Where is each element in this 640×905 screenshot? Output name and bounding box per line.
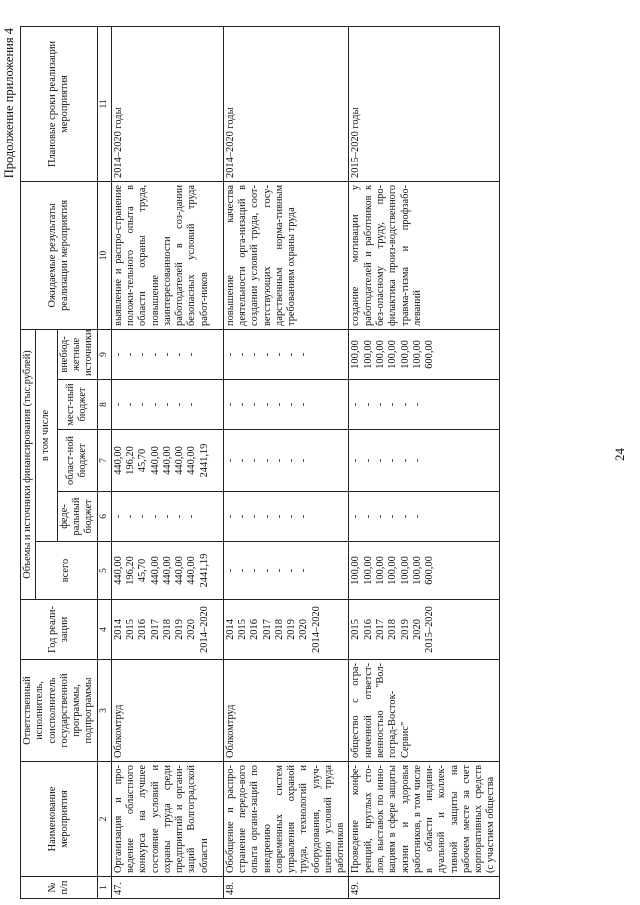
federal-amount-value: - bbox=[112, 514, 124, 519]
regional-amount-value: 440,00 bbox=[186, 446, 198, 475]
year-list-value: 2019 bbox=[174, 619, 186, 640]
header-federal: феде-ральный бюджет bbox=[57, 492, 97, 542]
extra-amount-value: - bbox=[161, 352, 173, 357]
federal-amount-value: - bbox=[249, 514, 261, 519]
local-amount bbox=[111, 380, 223, 430]
local-amount-value: - bbox=[149, 402, 161, 407]
regional-amount-value: - bbox=[286, 458, 298, 463]
year-list-value: 2016 bbox=[249, 619, 261, 640]
planned-terms: 2014–2020 годы bbox=[111, 26, 223, 181]
local-amount-value: - bbox=[374, 402, 386, 407]
extra-amount-value bbox=[311, 333, 323, 376]
total-amount-value: 600,00 bbox=[424, 556, 436, 585]
col-number: 2 bbox=[97, 762, 111, 877]
local-amount-value: - bbox=[237, 402, 249, 407]
extra-amount-value: 100,00 bbox=[411, 340, 423, 369]
federal-amount-value: - bbox=[411, 514, 423, 519]
regional-amount-value bbox=[424, 433, 436, 488]
year-list-value: 2020 bbox=[298, 619, 310, 640]
extra-amount-value: 100,00 bbox=[399, 340, 411, 369]
federal-amount-value: - bbox=[161, 514, 173, 519]
planned-terms: 2014–2020 годы bbox=[223, 26, 349, 181]
extra-amount-value: - bbox=[149, 352, 161, 357]
regional-amount-value: 196,20 bbox=[125, 446, 137, 475]
header-extra: внебюд-жетные источники bbox=[57, 329, 97, 379]
regional-amount-value: - bbox=[362, 458, 374, 463]
year-list-value: 2017 bbox=[374, 619, 386, 640]
expected-result: создание мотивации у работодателей и работников к без-опасному труду, про-филактика произ-водственного травма-тизма и профзабо-леваний bbox=[349, 181, 499, 329]
continuation-note: Продолжение приложения 4 bbox=[2, 28, 16, 179]
regional-amount-value: - bbox=[374, 458, 386, 463]
executor: Облкомтруд bbox=[223, 660, 349, 762]
federal-amount-value: - bbox=[350, 514, 362, 519]
col-number: 4 bbox=[97, 600, 111, 660]
regional-amount-value: - bbox=[224, 458, 236, 463]
total-amount-value bbox=[311, 545, 323, 596]
local-amount-value: - bbox=[249, 402, 261, 407]
federal-amount-value: - bbox=[174, 514, 186, 519]
local-amount-value: - bbox=[125, 402, 137, 407]
local-amount-value: - bbox=[399, 402, 411, 407]
federal-amount-value: - bbox=[149, 514, 161, 519]
extra-amount-value: - bbox=[112, 352, 124, 357]
extra-amount bbox=[223, 329, 349, 379]
total-amount-value: 45,70 bbox=[137, 558, 149, 583]
total-amount-value: 100,00 bbox=[399, 556, 411, 585]
page-number: 24 bbox=[612, 448, 627, 461]
regional-amount-value: - bbox=[261, 458, 273, 463]
col-number: 11 bbox=[97, 26, 111, 181]
table-row bbox=[111, 26, 223, 898]
table-row bbox=[349, 26, 499, 898]
table-row bbox=[223, 26, 349, 898]
planned-terms: 2015–2020 годы bbox=[349, 26, 499, 181]
total-amount-value: 440,00 bbox=[112, 556, 124, 585]
measures-table bbox=[20, 26, 500, 899]
local-amount-value: - bbox=[112, 402, 124, 407]
total-amount-value: 100,00 bbox=[350, 556, 362, 585]
header-num: № п/п bbox=[21, 877, 98, 899]
regional-amount-value: 2441,19 bbox=[198, 443, 210, 478]
extra-amount-value bbox=[199, 333, 211, 376]
federal-amount-value: - bbox=[137, 514, 149, 519]
total-amount-value: 440,00 bbox=[149, 556, 161, 585]
total-amount-value: 100,00 bbox=[362, 556, 374, 585]
regional-amount-value: - bbox=[411, 458, 423, 463]
year-list-value: 2014–2020 bbox=[198, 606, 210, 653]
local-amount-value: - bbox=[387, 402, 399, 407]
federal-amount-value: - bbox=[286, 514, 298, 519]
row-number: 48. bbox=[223, 877, 349, 899]
federal-amount-value: - bbox=[273, 514, 285, 519]
total-amount-value: 2441,19 bbox=[198, 553, 210, 588]
extra-amount-value: - bbox=[137, 352, 149, 357]
federal-amount bbox=[223, 492, 349, 542]
year-list-value: 2014 bbox=[112, 619, 124, 640]
local-amount-value: - bbox=[286, 402, 298, 407]
extra-amount-value: - bbox=[286, 352, 298, 357]
year-list-value: 2020 bbox=[186, 619, 198, 640]
year-list-value: 2019 bbox=[399, 619, 411, 640]
header-year: Год реали-зации bbox=[21, 600, 98, 660]
executor: общество с огра-ниченной ответст-венностью "Вол-гоград-Восток-Сервис" bbox=[349, 660, 499, 762]
federal-amount-value: - bbox=[362, 514, 374, 519]
federal-amount-value bbox=[311, 495, 323, 538]
year-list-value: 2016 bbox=[137, 619, 149, 640]
total-amount-value: 440,00 bbox=[161, 556, 173, 585]
federal-amount bbox=[111, 492, 223, 542]
regional-amount bbox=[349, 430, 499, 492]
regional-amount bbox=[223, 430, 349, 492]
extra-amount-value: - bbox=[224, 352, 236, 357]
local-amount-value: - bbox=[261, 402, 273, 407]
federal-amount-value: - bbox=[186, 514, 198, 519]
local-amount-value: - bbox=[350, 402, 362, 407]
total-amount-value: - bbox=[273, 568, 285, 573]
local-amount-value: - bbox=[186, 402, 198, 407]
total-amount-value: 440,00 bbox=[174, 556, 186, 585]
col-number: 1 bbox=[97, 877, 111, 899]
total-amount-value: - bbox=[224, 568, 236, 573]
header-funding: Объемы и источники финансирования (тыс.рублей) bbox=[21, 329, 36, 599]
regional-amount-value: - bbox=[273, 458, 285, 463]
total-amount bbox=[349, 542, 499, 600]
year-list-value: 2014 bbox=[224, 619, 236, 640]
local-amount bbox=[223, 380, 349, 430]
regional-amount-value: - bbox=[399, 458, 411, 463]
expected-result: повышение качества деятельности орга-низаций в создании условий труда, соот-ветствующих госу-дарственным норма-тивным требованиям охраны труда bbox=[223, 181, 349, 329]
header-regional: област-ной бюджет bbox=[57, 430, 97, 492]
header-local: мест-ный бюджет bbox=[57, 380, 97, 430]
col-number: 6 bbox=[97, 492, 111, 542]
total-amount-value: 100,00 bbox=[411, 556, 423, 585]
extra-amount-value: - bbox=[125, 352, 137, 357]
year-list bbox=[223, 600, 349, 660]
col-number: 9 bbox=[97, 329, 111, 379]
year-list-value: 2020 bbox=[411, 619, 423, 640]
year-list-value: 2014–2020 bbox=[310, 606, 322, 653]
table-body bbox=[111, 26, 499, 898]
extra-amount-value: - bbox=[273, 352, 285, 357]
local-amount-value: - bbox=[224, 402, 236, 407]
col-number: 5 bbox=[97, 542, 111, 600]
header-terms: Плановые сроки реализации мероприятия bbox=[21, 26, 98, 181]
year-list-value: 2017 bbox=[261, 619, 273, 640]
regional-amount bbox=[111, 430, 223, 492]
total-amount-value: 100,00 bbox=[374, 556, 386, 585]
local-amount-value: - bbox=[137, 402, 149, 407]
federal-amount-value: - bbox=[125, 514, 137, 519]
extra-amount-value: - bbox=[174, 352, 186, 357]
extra-amount-value: 600,00 bbox=[424, 340, 436, 369]
expected-result: выявление и распро-странение положи-тельного опыта в области охраны труда, повышение заинтересованности работодателей в соз-дании безопасных условий труда работ-ников bbox=[111, 181, 223, 329]
federal-amount-value: - bbox=[387, 514, 399, 519]
total-amount-value: - bbox=[298, 568, 310, 573]
year-list-value: 2019 bbox=[286, 619, 298, 640]
local-amount-value: - bbox=[411, 402, 423, 407]
extra-amount-value: 100,00 bbox=[387, 340, 399, 369]
local-amount-value: - bbox=[362, 402, 374, 407]
federal-amount-value: - bbox=[298, 514, 310, 519]
regional-amount-value: 440,00 bbox=[161, 446, 173, 475]
federal-amount-value: - bbox=[237, 514, 249, 519]
total-amount-value: - bbox=[286, 568, 298, 573]
header-name: Наименование мероприятия bbox=[21, 762, 98, 877]
measure-name: Обобщение и распро-странение передо-вого опыта органи-заций по внедрению современных систем управления охраной труда, технологий и оборудования, улуч-шению условий труда работников bbox=[223, 762, 349, 877]
total-amount bbox=[223, 542, 349, 600]
extra-amount-value: - bbox=[298, 352, 310, 357]
col-number: 10 bbox=[97, 181, 111, 329]
federal-amount-value: - bbox=[399, 514, 411, 519]
local-amount-value: - bbox=[161, 402, 173, 407]
year-list-value: 2018 bbox=[387, 619, 399, 640]
year-list-value: 2017 bbox=[149, 619, 161, 640]
extra-amount-value: - bbox=[186, 352, 198, 357]
year-list-value: 2015 bbox=[350, 619, 362, 640]
measure-name: Организация и про-ведение областного конкурса на лучшее состояние условий и охраны труда среди предприятий и органи-заций Волгоградской области bbox=[111, 762, 223, 877]
year-list-value: 2015 bbox=[125, 619, 137, 640]
extra-amount-value: - bbox=[237, 352, 249, 357]
extra-amount bbox=[349, 329, 499, 379]
local-amount-value bbox=[424, 383, 436, 426]
regional-amount-value bbox=[311, 433, 323, 488]
year-list-value: 2018 bbox=[273, 619, 285, 640]
extra-amount-value: - bbox=[249, 352, 261, 357]
regional-amount-value: 45,70 bbox=[137, 448, 149, 473]
regional-amount-value: - bbox=[350, 458, 362, 463]
federal-amount-value bbox=[424, 495, 436, 538]
extra-amount-value: 100,00 bbox=[350, 340, 362, 369]
local-amount-value: - bbox=[174, 402, 186, 407]
year-list-value: 2018 bbox=[161, 619, 173, 640]
col-number: 7 bbox=[97, 430, 111, 492]
year-list-value: 2016 bbox=[362, 619, 374, 640]
row-number: 49. bbox=[349, 877, 499, 899]
extra-amount-value: - bbox=[261, 352, 273, 357]
row-number: 47. bbox=[111, 877, 223, 899]
extra-amount-value: 100,00 bbox=[374, 340, 386, 369]
regional-amount-value: - bbox=[298, 458, 310, 463]
year-list bbox=[111, 600, 223, 660]
local-amount bbox=[349, 380, 499, 430]
header-incl: в том числе bbox=[36, 329, 58, 541]
total-amount-value: - bbox=[237, 568, 249, 573]
total-amount-value: 100,00 bbox=[387, 556, 399, 585]
local-amount-value bbox=[311, 383, 323, 426]
local-amount-value bbox=[199, 383, 211, 426]
year-list bbox=[349, 600, 499, 660]
local-amount-value: - bbox=[298, 402, 310, 407]
regional-amount-value: 440,00 bbox=[149, 446, 161, 475]
federal-amount bbox=[349, 492, 499, 542]
extra-amount-value: 100,00 bbox=[362, 340, 374, 369]
executor: Облкомтруд bbox=[111, 660, 223, 762]
total-amount-value: - bbox=[249, 568, 261, 573]
regional-amount-value: 440,00 bbox=[112, 446, 124, 475]
regional-amount-value: 440,00 bbox=[174, 446, 186, 475]
total-amount-value: 196,20 bbox=[125, 556, 137, 585]
header-total: всего bbox=[36, 542, 97, 600]
federal-amount-value: - bbox=[374, 514, 386, 519]
federal-amount-value: - bbox=[261, 514, 273, 519]
header-executor: Ответственный исполнитель, соисполнитель государственной программы, подпрограммы bbox=[21, 660, 98, 762]
total-amount-value: - bbox=[261, 568, 273, 573]
header-result: Ожидаемые результаты реализации мероприятия bbox=[21, 181, 98, 329]
total-amount bbox=[111, 542, 223, 600]
col-number: 3 bbox=[97, 660, 111, 762]
regional-amount-value: - bbox=[387, 458, 399, 463]
regional-amount-value: - bbox=[249, 458, 261, 463]
regional-amount-value: - bbox=[237, 458, 249, 463]
total-amount-value: 440,00 bbox=[186, 556, 198, 585]
col-number: 8 bbox=[97, 380, 111, 430]
year-list-value: 2015–2020 bbox=[424, 606, 436, 653]
measure-name: Проведение конфе-ренций, круглых сто-лов, выставок по инно-вациям в сфере защиты жизни и здоровья работников, в том числе в области индиви-дуальной и коллек-тивной защиты на рабочем месте за счет корпоративных средств (с участием общества bbox=[349, 762, 499, 877]
federal-amount-value: - bbox=[224, 514, 236, 519]
year-list-value: 2015 bbox=[237, 619, 249, 640]
extra-amount bbox=[111, 329, 223, 379]
local-amount-value: - bbox=[273, 402, 285, 407]
federal-amount-value bbox=[199, 495, 211, 538]
